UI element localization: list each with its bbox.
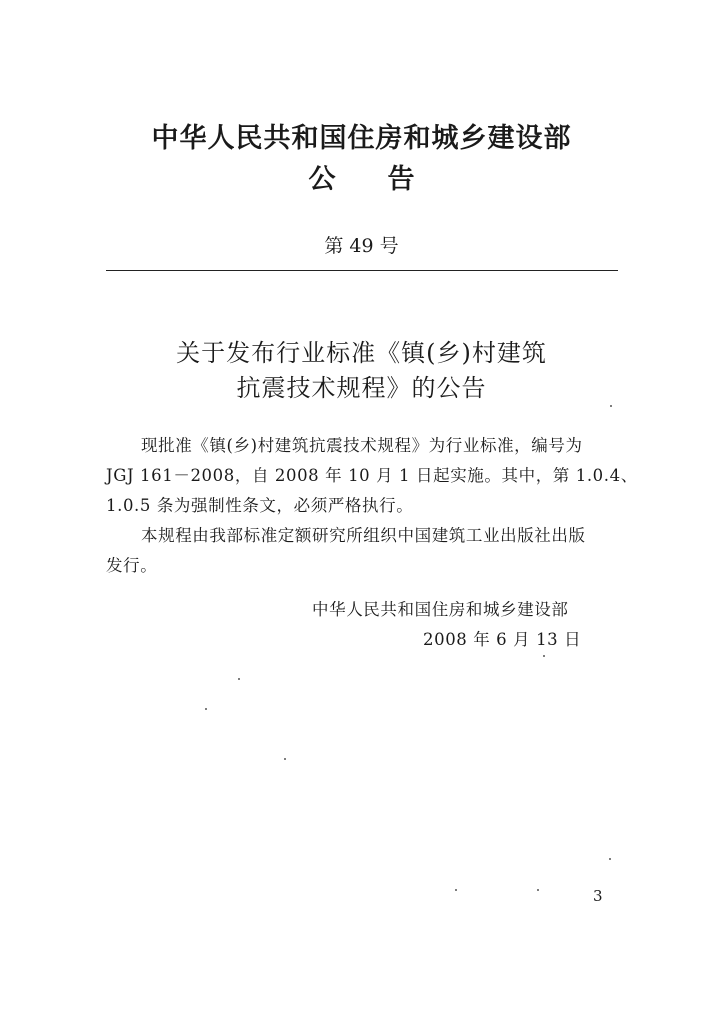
paragraph-2-line-2: 发行。 bbox=[106, 556, 158, 575]
header-divider bbox=[106, 270, 618, 271]
scan-speck bbox=[543, 655, 545, 657]
paragraph-1-line-3: 1.0.5 条为强制性条文，必须严格执行。 bbox=[106, 496, 414, 515]
scan-speck bbox=[455, 889, 457, 891]
notice-word-1: 公 bbox=[308, 164, 336, 195]
notice-title bbox=[0, 157, 723, 196]
page-number: 3 bbox=[593, 887, 603, 905]
subject-line-1: 关于发布行业标准《镇(乡)村建筑 bbox=[176, 339, 547, 367]
scan-speck bbox=[205, 708, 207, 710]
ministry-title: 中华人民共和国住房和城乡建设部 bbox=[151, 123, 572, 154]
paragraph-1-line-2: JGJ 161－2008，自 2008 年 10 月 1 日起实施。其中，第 1.0.4、 bbox=[106, 466, 638, 485]
scan-speck bbox=[610, 405, 612, 407]
scan-speck bbox=[609, 858, 611, 860]
paragraph-1-line-1: 现批准《镇(乡)村建筑抗震技术规程》为行业标准，编号为 bbox=[141, 436, 583, 455]
signature-organization: 中华人民共和国住房和城乡建设部 bbox=[312, 600, 569, 619]
scan-speck bbox=[238, 678, 240, 680]
subject-line-2: 抗震技术规程》的公告 bbox=[236, 374, 487, 402]
notice-word-2: 告 bbox=[387, 164, 415, 195]
signature-date: 2008 年 6 月 13 日 bbox=[423, 630, 582, 649]
paragraph-2-line-1: 本规程由我部标准定额研究所组织中国建筑工业出版社出版 bbox=[141, 526, 586, 545]
issue-number: 第 49 号 bbox=[324, 235, 399, 257]
scan-speck bbox=[537, 889, 539, 891]
scan-speck bbox=[284, 758, 286, 760]
